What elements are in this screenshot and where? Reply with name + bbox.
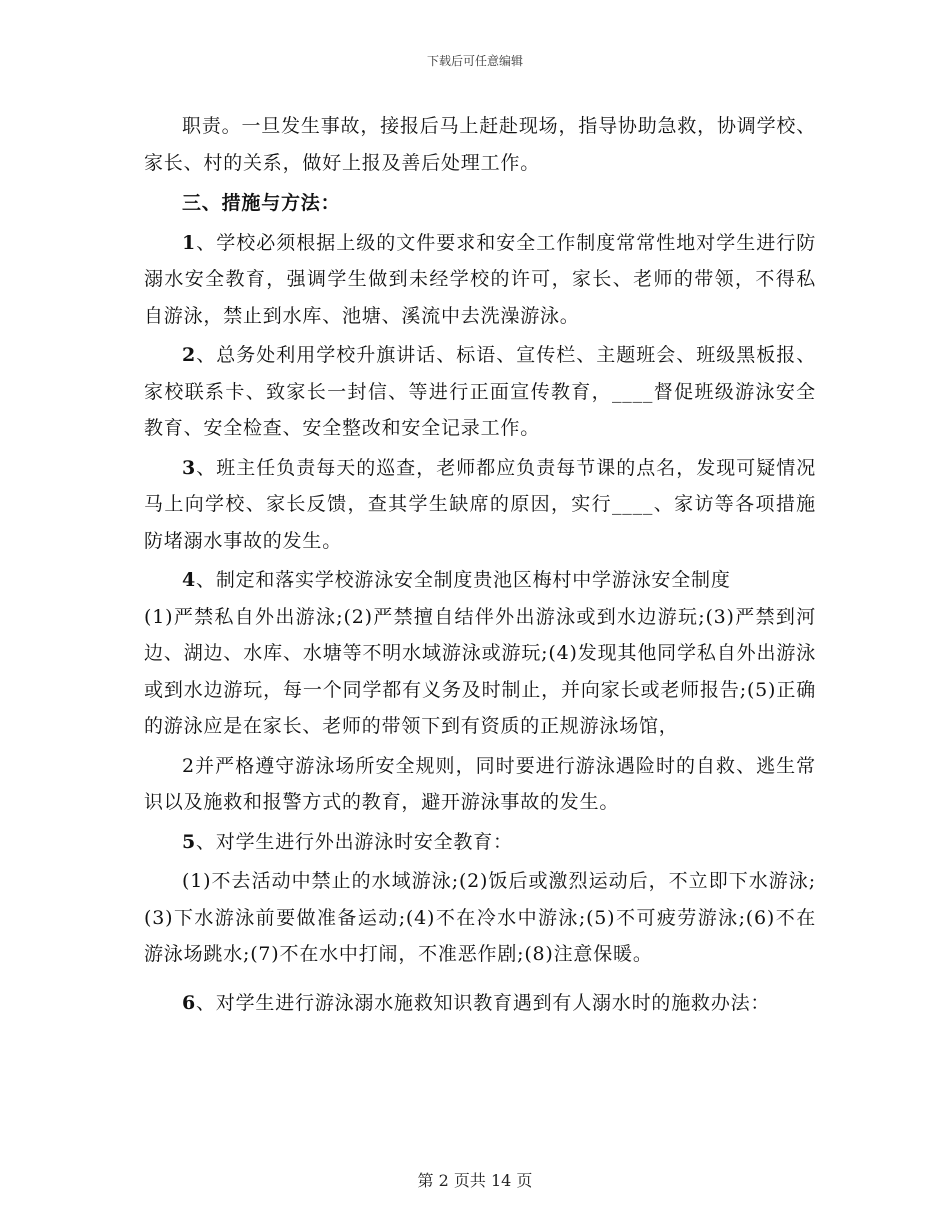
document-body	[144, 108, 816, 1021]
paragraph-text: 职责。一旦发生事故，接报后马上赶赴现场，指导协助急救，协调学校、家长、村的关系，做好上报及善后处理工作。	[144, 115, 816, 174]
item-number: 3	[182, 456, 197, 479]
paragraph-item-4	[144, 562, 816, 599]
paragraph-item-1	[144, 225, 816, 335]
paragraph-text: (1)不去活动中禁止的水域游泳;(2)饭后或激烈运动后，不立即下水游泳;(3)下水游泳前要做准备运动;(4)不在冷水中游泳;(5)不可疲劳游泳;(6)不在游泳场跳水;(7)不在水中打闹，不准恶作剧;(8)注意保暖。	[144, 870, 816, 965]
paragraph-text: 、对学生进行游泳溺水施救知识教育遇到有人溺水时的施救办法：	[196, 991, 771, 1014]
item-number: 2	[182, 344, 197, 366]
paragraph-text: (1)严禁私自外出游泳;(2)严禁擅自结伴外出游泳或到水边游玩;(3)严禁到河边、湖边、水库、水塘等不明水域游泳或游玩;(4)发现其他同学私自外出游泳或到水边游玩，每一个同学都有义务及时制止，并向家长或老师报告;(5)正确的游泳应是在家长、老师的带领下到有资质的正规游泳场馆，	[144, 605, 816, 737]
page-header: 下载后可任意编辑	[426, 54, 523, 68]
paragraph-item-3	[144, 450, 816, 560]
item-number: 6	[182, 991, 197, 1014]
page-footer: 第 2 页共 14 页	[417, 1171, 533, 1190]
paragraph-text: 2并严格遵守游泳场所安全规则，同时要进行游泳遇险时的自救、逃生常识以及施救和报警方式的教育，避开游泳事故的发生。	[144, 754, 816, 813]
paragraph-continued-rules	[144, 748, 816, 821]
paragraph-safety-rules	[144, 599, 816, 745]
paragraph-text: 、总务处利用学校升旗讲话、标语、宣传栏、主题班会、班级黑板报、家校联系卡、致家长一封信、等进行正面宣传教育，____督促班级游泳安全教育、安全检查、安全整改和安全记录工作。	[144, 344, 816, 439]
paragraph-text: 、对学生进行外出游泳时安全教育：	[196, 830, 513, 853]
item-number: 1	[182, 231, 197, 254]
item-number: 4	[182, 569, 197, 591]
section-heading-measures	[144, 185, 816, 222]
item-number: 5	[182, 830, 197, 853]
paragraph-responsibility	[144, 108, 816, 181]
paragraph-item-6	[144, 985, 816, 1022]
section-heading-text: 三、措施与方法：	[182, 192, 341, 214]
paragraph-text: 、学校必须根据上级的文件要求和安全工作制度常常性地对学生进行防溺水安全教育，强调学生做到未经学校的许可，家长、老师的带领，不得私自游泳，禁止到水库、池塘、溪流中去洗澡游泳。	[144, 231, 816, 327]
paragraph-item-2	[144, 337, 816, 447]
paragraph-item-5	[144, 824, 816, 861]
paragraph-swimming-safety-list	[144, 863, 816, 973]
paragraph-text: 、班主任负责每天的巡查，老师都应负责每节课的点名，发现可疑情况马上向学校、家长反馈，查其学生缺席的原因，实行____、家访等各项措施防堵溺水事故的发生。	[144, 456, 816, 552]
paragraph-text: 、制定和落实学校游泳安全制度贵池区梅村中学游泳安全制度	[196, 569, 731, 591]
